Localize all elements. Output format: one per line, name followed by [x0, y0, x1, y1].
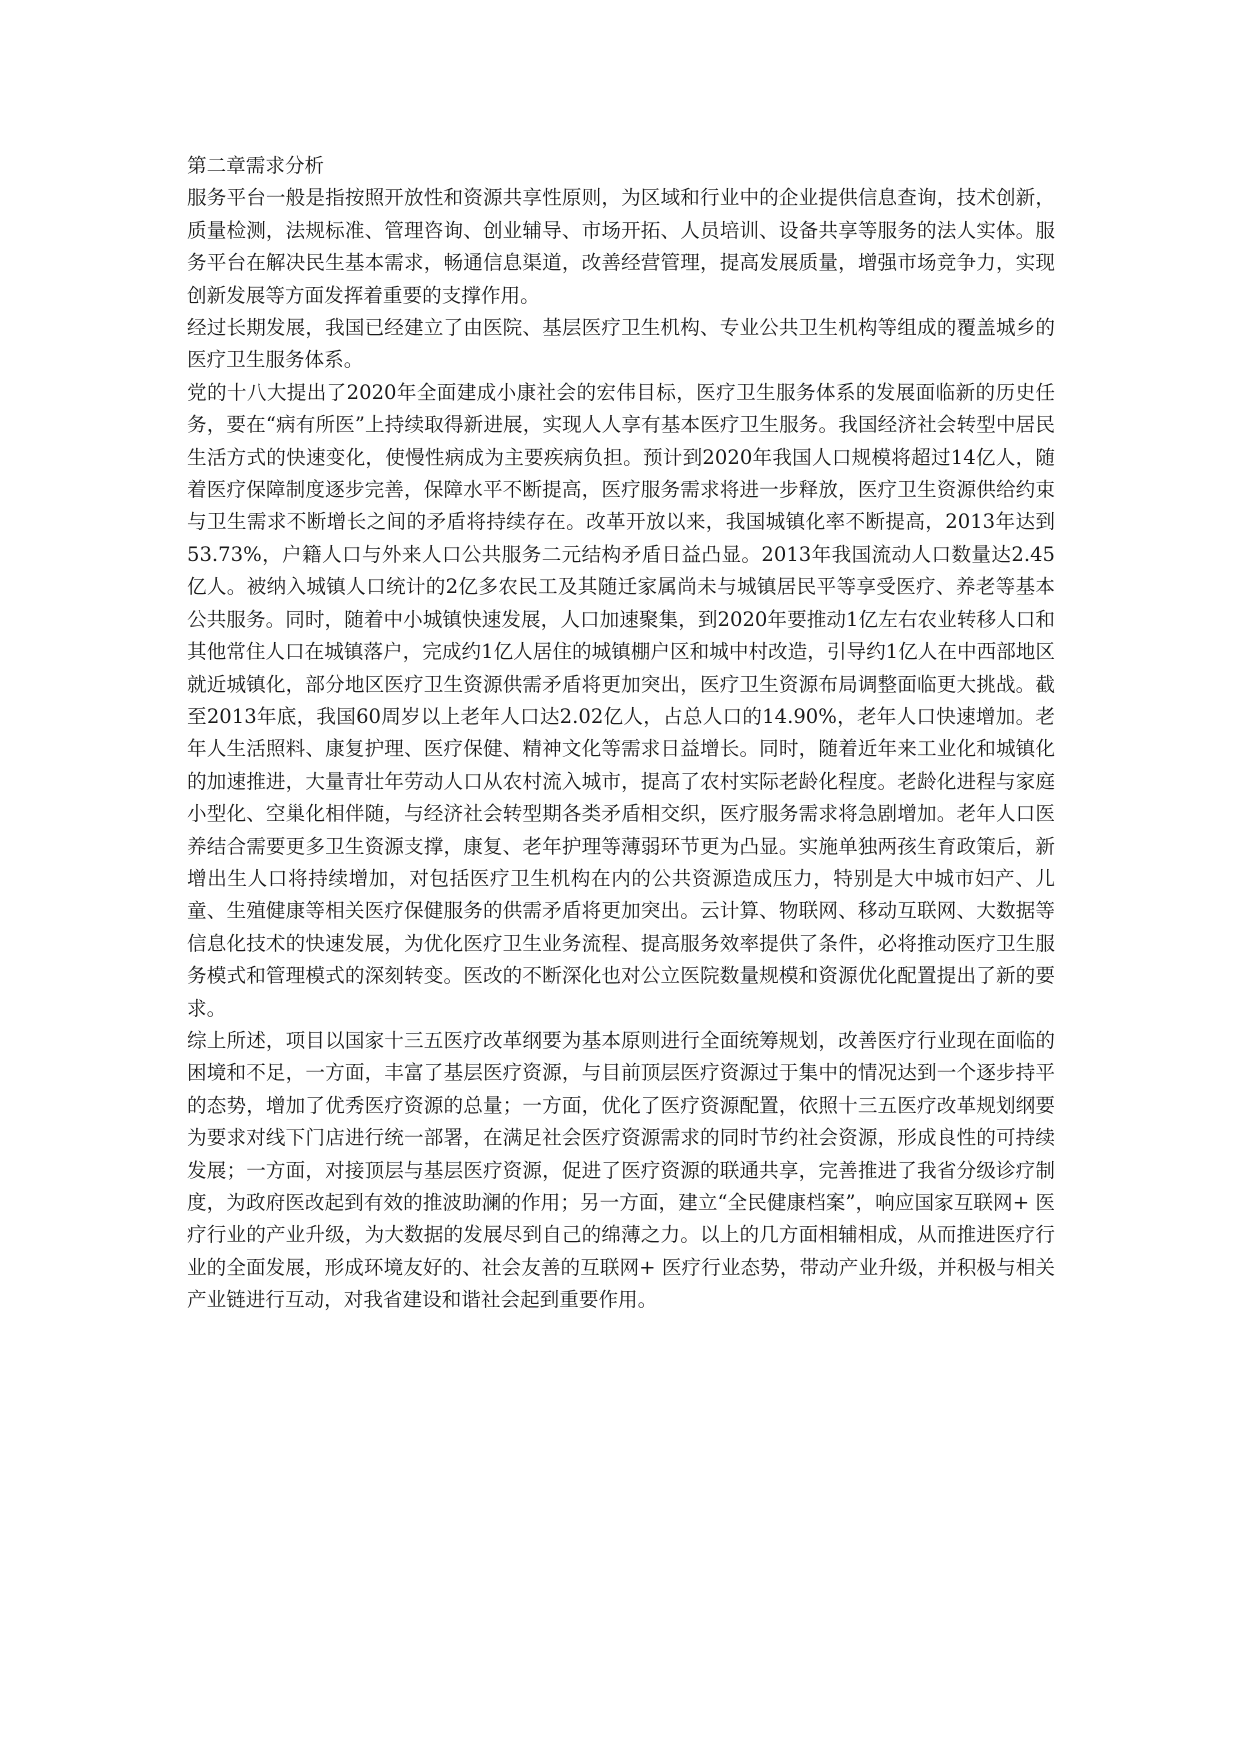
paragraph-eighteenth-congress: 党的十八大提出了2020年全面建成小康社会的宏伟目标，医疗卫生服务体系的发展面临新的历史任务，要在“病有所医”上持续取得新进展，实现人人享有基本医疗卫生服务。我国经济社会转型中居民生活方式的快速变化，使慢性病成为主要疾病负担。预计到2020年我国人口规模将超过14亿人，随着医疗保障制度逐步完善，保障水平不断提高，医疗服务需求将进一步释放，医疗卫生资源供给约束与卫生需求不断增长之间的矛盾将持续存在。改革开放以来，我国城镇化率不断提高，2013年达到53.73%，户籍人口与外来人口公共服务二元结构矛盾日益凸显。2013年我国流动人口数量达2.45亿人。被纳入城镇人口统计的2亿多农民工及其随迁家属尚未与城镇居民平等享受医疗、养老等基本公共服务。同时，随着中小城镇快速发展，人口加速聚集，到2020年要推动1亿左右农业转移人口和其他常住人口在城镇落户，完成约1亿人居住的城镇棚户区和城中村改造，引导约1亿人在中西部地区就近城镇化，部分地区医疗卫生资源供需矛盾将更加突出，医疗卫生资源布局调整面临更大挑战。截至2013年底，我国60周岁以上老年人口达2.02亿人，占总人口的14.90%，老年人口快速增加。老年人生活照料、康复护理、医疗保健、精神文化等需求日益增长。同时，随着近年来工业化和城镇化的加速推进，大量青壮年劳动人口从农村流入城市，提高了农村实际老龄化程度。老龄化进程与家庭小型化、空巢化相伴随，与经济社会转型期各类矛盾相交织，医疗服务需求将急剧增加。老年人口医养结合需要更多卫生资源支撑，康复、老年护理等薄弱环节更为凸显。实施单独两孩生育政策后，新增出生人口将持续增加，对包括医疗卫生机构在内的公共资源造成压力，特别是大中城市妇产、儿童、生殖健康等相关医疗保健服务的供需矛盾将更加突出。云计算、物联网、移动互联网、大数据等信息化技术的快速发展，为优化医疗卫生业务流程、提高服务效率提供了条件，必将推动医疗卫生服务模式和管理模式的深刻转变。医改的不断深化也对公立医院数量规模和资源优化配置提出了新的要求。 [187, 380, 1055, 1020]
document-body [187, 150, 1055, 1317]
paragraph-service-platform: 服务平台一般是指按照开放性和资源共享性原则，为区域和行业中的企业提供信息查询，技术创新，质量检测，法规标准、管理咨询、创业辅导、市场开拓、人员培训、设备共享等服务的法人实体。服务平台在解决民生基本需求，畅通信息渠道，改善经营管理，提高发展质量，增强市场竞争力，实现创新发展等方面发挥着重要的支撑作用。 [187, 186, 1055, 307]
paragraph-health-system: 经过长期发展，我国已经建立了由医院、基层医疗卫生机构、专业公共卫生机构等组成的覆盖城乡的医疗卫生服务体系。 [187, 316, 1055, 372]
paragraph-summary: 综上所述，项目以国家十三五医疗改革纲要为基本原则进行全面统筹规划，改善医疗行业现在面临的困境和不足，一方面，丰富了基层医疗资源，与目前顶层医疗资源过于集中的情况达到一个逐步持平的态势，增加了优秀医疗资源的总量；一方面，优化了医疗资源配置，依照十三五医疗改革规划纲要为要求对线下门店进行统一部署，在满足社会医疗资源需求的同时节约社会资源，形成良性的可持续发展；一方面，对接顶层与基层医疗资源，促进了医疗资源的联通共享，完善推进了我省分级诊疗制度，为政府医改起到有效的推波助澜的作用；另一方面，建立“全民健康档案”，响应国家互联网+ 医疗行业的产业升级，为大数据的发展尽到自己的绵薄之力。以上的几方面相辅相成，从而推进医疗行业的全面发展，形成环境友好的、社会友善的互联网+ 医疗行业态势，带动产业升级，并积极与相关产业链进行互动，对我省建设和谐社会起到重要作用。 [187, 1028, 1055, 1312]
chapter-heading: 第二章需求分析 [187, 154, 325, 177]
